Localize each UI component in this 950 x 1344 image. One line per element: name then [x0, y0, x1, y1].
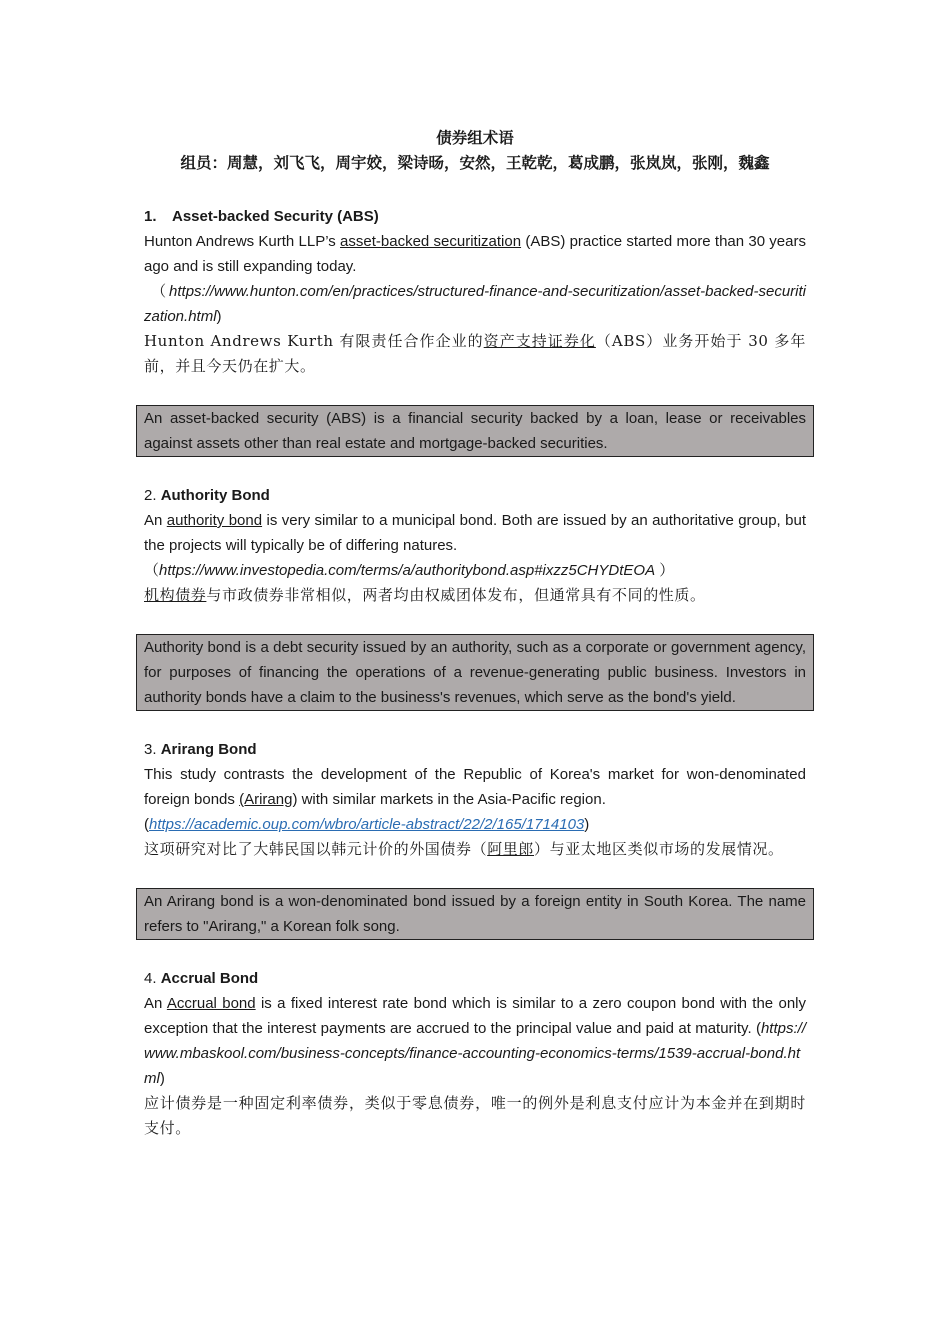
document-page — [144, 126, 806, 1141]
definition-box: An Arirang bond is a won-denominated bond issued by a foreign entity in South Korea. The name refers to "Arirang," a Korean folk song. — [136, 888, 814, 940]
chinese-translation: 机构债券与市政债券非常相似，两者均由权威团体发布，但通常具有不同的性质。 — [144, 586, 706, 604]
source-citation: (https://academic.oup.com/wbro/article-abstract/22/2/165/1714103) — [144, 816, 590, 833]
source-citation: （https://www.hunton.com/en/practices/structured-finance-and-securitization/asset-backed-securitization.html) — [144, 283, 806, 325]
section-heading-authority-bond — [144, 483, 806, 508]
section-number: 3. — [144, 741, 157, 758]
source-url[interactable]: https://www.investopedia.com/terms/a/authoritybond.asp#ixzz5CHYDtEOA — [159, 562, 656, 579]
english-example: This study contrasts the development of the Republic of Korea's market for won-denominated foreign bonds (Arirang) with similar markets in the Asia-Pacific region. — [144, 766, 806, 808]
source-url[interactable]: https://academic.oup.com/wbro/article-abstract/22/2/165/1714103 — [149, 816, 585, 833]
term-link[interactable]: authority bond — [166, 512, 263, 529]
source-url[interactable]: https://www.hunton.com/en/practices/structured-finance-and-securitization/asset-backed-securitization.html — [144, 283, 806, 325]
english-example: An Accrual bond is a fixed interest rate bond which is similar to a zero coupon bond with the only exception that the interest payments are accrued to the principal value and paid at maturity. (https://www.mbaskool.com/business-concepts/finance-accounting-economics-terms/1539-accrual-bond.html) — [144, 995, 807, 1087]
group-members: 组员：周慧，刘飞飞，周宇姣，梁诗旸，安然，王乾乾，葛成鹏，张岚岚，张刚，魏鑫 — [180, 155, 770, 172]
term-link[interactable]: Accrual bond — [166, 995, 256, 1012]
term-link[interactable]: 阿里郎 — [487, 840, 535, 858]
english-example: Hunton Andrews Kurth LLP’s asset-backed securitization (ABS) practice started more than 30 years ago and is still expanding today. — [144, 233, 806, 275]
term-link[interactable]: 机构债券 — [144, 586, 207, 604]
chinese-translation: 应计债券是一种固定利率债券，类似于零息债券，唯一的例外是利息支付应计为本金并在到期时支付。 — [144, 1094, 806, 1137]
section-title: Accrual Bond — [160, 970, 259, 987]
english-example: An authority bond is very similar to a municipal bond. Both are issued by an authoritative group, but the projects will typically be of differing natures. — [144, 512, 806, 554]
term-link[interactable]: 资产支持证券化 — [483, 332, 596, 350]
definition-box: An asset-backed security (ABS) is a financial security backed by a loan, lease or receivables against assets other than real estate and mortgage-backed securities. — [136, 405, 814, 457]
term-link[interactable]: (Arirang — [239, 791, 293, 808]
section-heading-arirang-bond — [144, 737, 806, 762]
section-heading-accrual-bond — [144, 966, 806, 991]
section-heading-abs — [144, 204, 806, 229]
section-title: Asset-backed Security (ABS) — [172, 208, 379, 225]
definition-box: Authority bond is a debt security issued by an authority, such as a corporate or government agency, for purposes of financing the operations of a revenue-generating public business. Investors in authority bonds have a claim to the business's revenues, which serve as the bond's yield. — [136, 634, 814, 711]
source-url[interactable]: https://www.mbaskool.com/business-concepts/finance-accounting-economics-terms/1539-accrual-bond.html — [144, 1020, 806, 1087]
section-title: Arirang Bond — [160, 741, 257, 758]
chinese-translation: 这项研究对比了大韩民国以韩元计价的外国债券（阿里郎）与亚太地区类似市场的发展情况。 — [144, 840, 784, 858]
section-title: Authority Bond — [160, 487, 270, 504]
source-citation: （https://www.investopedia.com/terms/a/authoritybond.asp#ixzz5CHYDtEOA ） — [144, 562, 675, 579]
section-number: 1. — [144, 208, 157, 225]
document-title: 债券组术语 — [436, 130, 514, 147]
section-number: 2. — [144, 487, 157, 504]
section-number: 4. — [144, 970, 157, 987]
chinese-translation: Hunton Andrews Kurth 有限责任合作企业的资产支持证券化（ABS）业务开始于 30 多年前，并且今天仍在扩大。 — [144, 332, 806, 375]
term-link[interactable]: asset-backed securitization — [340, 233, 522, 250]
